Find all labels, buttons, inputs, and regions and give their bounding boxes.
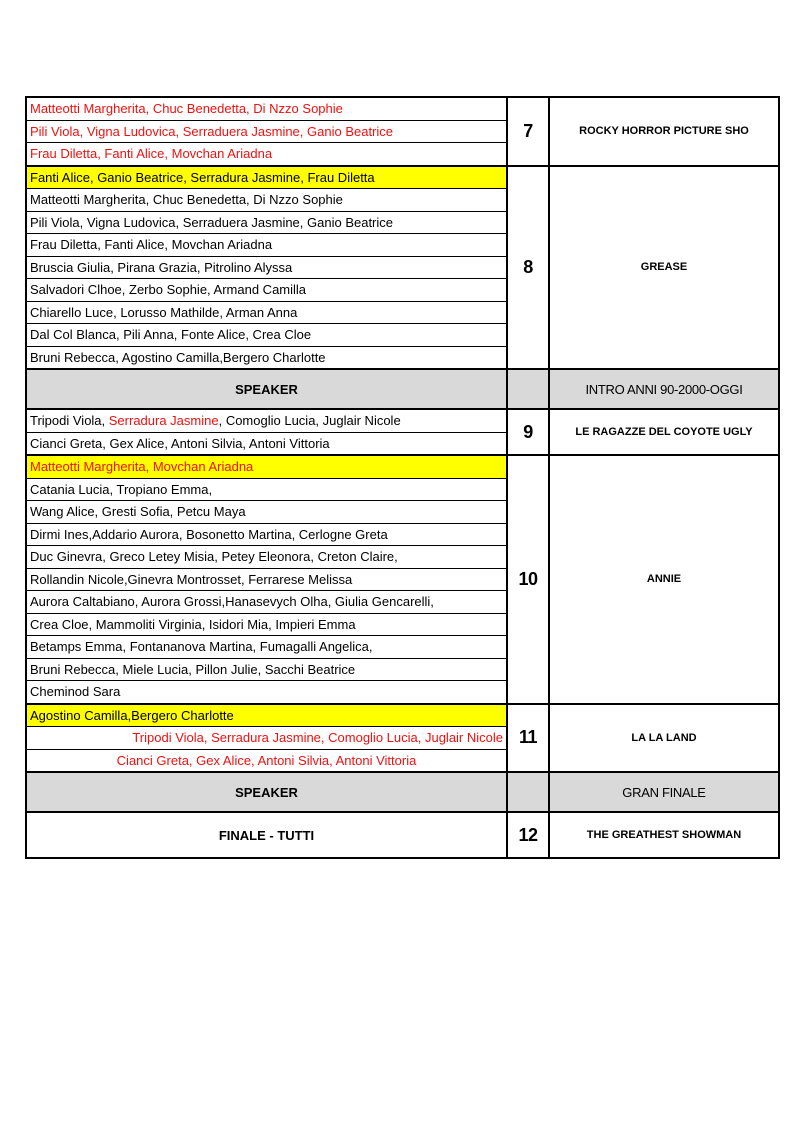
performers-row [27, 546, 506, 569]
performers-row [27, 324, 506, 347]
performers-row [27, 167, 506, 190]
show-title: LA LA LAND [631, 731, 697, 744]
performers-row [27, 591, 506, 614]
performer-names-text: Rollandin Nicole,Ginevra Montrosset, Ferrarese Melissa [30, 571, 353, 587]
performer-names-text: Serradura Jasmine [108, 413, 219, 428]
performers-row [27, 279, 506, 302]
performers-row [27, 456, 506, 479]
performers-row [27, 410, 506, 433]
performers-row [27, 302, 506, 325]
performer-names-text: Bruni Rebecca, Miele Lucia, Pillon Julie, Sacchi Beatrice [30, 661, 356, 677]
performers-row [27, 524, 506, 547]
performers-row [27, 121, 506, 144]
act-number [508, 773, 550, 811]
show-title: GRAN FINALE [622, 784, 706, 800]
section-12 [27, 811, 778, 857]
performers-row [27, 433, 506, 455]
performers-row [27, 614, 506, 637]
performer-names-text: Salvadori Clhoe, Zerbo Sophie, Armand Camilla [30, 282, 307, 297]
performers-row [27, 636, 506, 659]
performer-names-text: Matteotti Margherita, Movchan Ariadna [30, 459, 254, 474]
speaker-label: SPEAKER [27, 773, 508, 811]
performer-names-text: Catania Lucia, Tropiano Emma, [30, 481, 213, 497]
performer-names-text: Matteotti Margherita, Chuc Benedetta, Di Nzzo Sophie [30, 192, 343, 207]
section-8 [27, 165, 778, 369]
performers-row [27, 189, 506, 212]
performers-row [27, 705, 506, 728]
performer-names-text: Matteotti Margherita, Chuc Benedetta, Di Nzzo Sophie [30, 101, 343, 116]
act-number: 8 [508, 167, 550, 369]
performer-names-text: , Comoglio Lucia, Juglair Nicole [218, 413, 401, 428]
performer-names-text: Tripodi Viola, [30, 413, 109, 428]
performers-column [27, 705, 508, 772]
act-number: 11 [508, 705, 550, 772]
performer-names-text: Agostino Camilla,Bergero Charlotte [30, 707, 234, 723]
performers-row [27, 234, 506, 257]
section-speaker-6 [27, 771, 778, 811]
show-title: ROCKY HORROR PICTURE SHO [579, 125, 749, 138]
performers-row [27, 479, 506, 502]
show-title: INTRO ANNI 90-2000-OGGI [585, 381, 743, 397]
performer-names-text: Dal Col Blanca, Pili Anna, Fonte Alice, Crea Cloe [30, 327, 312, 342]
performer-names-text: Bruscia Giulia, Pirana Grazia, Pitrolino Alyssa [30, 259, 293, 275]
act-number [508, 370, 550, 408]
performers-row [27, 143, 506, 165]
performer-names-text: Betamps Emma, Fontananova Martina, Fumagalli Angelica, [30, 639, 373, 654]
speaker-label: SPEAKER [27, 370, 508, 408]
performer-names-text: Fanti Alice, Ganio Beatrice, Serradura Jasmine, Frau Diletta [30, 169, 375, 185]
performer-names-text: Pili Viola, Vigna Ludovica, Serraduera Jasmine, Ganio Beatrice [30, 214, 394, 230]
performers-row [27, 659, 506, 682]
performers-row [27, 257, 506, 280]
section-speaker-2 [27, 368, 778, 408]
performers-column [27, 167, 508, 369]
performers-column [27, 456, 508, 703]
section-11 [27, 703, 778, 772]
performers-row [27, 98, 506, 121]
performer-names-text: Chiarello Luce, Lorusso Mathilde, Arman Anna [30, 304, 298, 320]
section-7 [27, 98, 778, 165]
show-title: LE RAGAZZE DEL COYOTE UGLY [575, 426, 753, 438]
performer-names-text: Cianci Greta, Gex Alice, Antoni Silvia, Antoni Vittoria [30, 435, 330, 451]
section-10 [27, 454, 778, 703]
performers-row [27, 727, 506, 750]
performer-names-text: Frau Diletta, Fanti Alice, Movchan Ariadna [30, 146, 273, 161]
performers-column [27, 410, 508, 454]
schedule-table [25, 96, 780, 859]
show-title: ANNIE [646, 573, 682, 586]
act-number: 7 [508, 98, 550, 165]
performer-names-text: Crea Cloe, Mammoliti Virginia, Isidori Mia, Impieri Emma [30, 616, 356, 632]
performers-row [27, 212, 506, 235]
performers-row [27, 569, 506, 592]
performer-names-text: Cianci Greta, Gex Alice, Antoni Silvia, Antoni Vittoria [116, 752, 417, 768]
performers-column [27, 98, 508, 165]
performer-names-text: Dirmi Ines,Addario Aurora, Bosonetto Martina, Cerlogne Greta [30, 526, 388, 542]
performer-names-text: Tripodi Viola, Serradura Jasmine, Comoglio Lucia, Juglair Nicole [132, 730, 503, 745]
finale-label: FINALE - TUTTI [27, 813, 508, 857]
performer-names-text: Bruni Rebecca, Agostino Camilla,Bergero Charlotte [30, 349, 326, 365]
act-number: 9 [508, 410, 550, 454]
performers-row [27, 750, 506, 772]
performer-names-text: Cheminod Sara [30, 684, 121, 699]
performer-names-text: Duc Ginevra, Greco Letey Misia, Petey Eleonora, Creton Claire, [30, 549, 398, 564]
performer-names-text: Aurora Caltabiano, Aurora Grossi,Hanasevych Olha, Giulia Gencarelli, [30, 594, 434, 609]
performers-row [27, 681, 506, 703]
performer-names-text: Wang Alice, Gresti Sofia, Petcu Maya [30, 504, 246, 519]
performer-names-text: Frau Diletta, Fanti Alice, Movchan Ariadna [30, 237, 273, 252]
show-title: GREASE [640, 261, 688, 274]
show-title: THE GREATHEST SHOWMAN [586, 829, 742, 841]
section-9 [27, 408, 778, 454]
performers-row [27, 347, 506, 369]
performer-names-text: Pili Viola, Vigna Ludovica, Serraduera Jasmine, Ganio Beatrice [30, 123, 394, 139]
act-number: 12 [508, 813, 550, 857]
act-number: 10 [508, 456, 550, 703]
performers-row [27, 501, 506, 524]
